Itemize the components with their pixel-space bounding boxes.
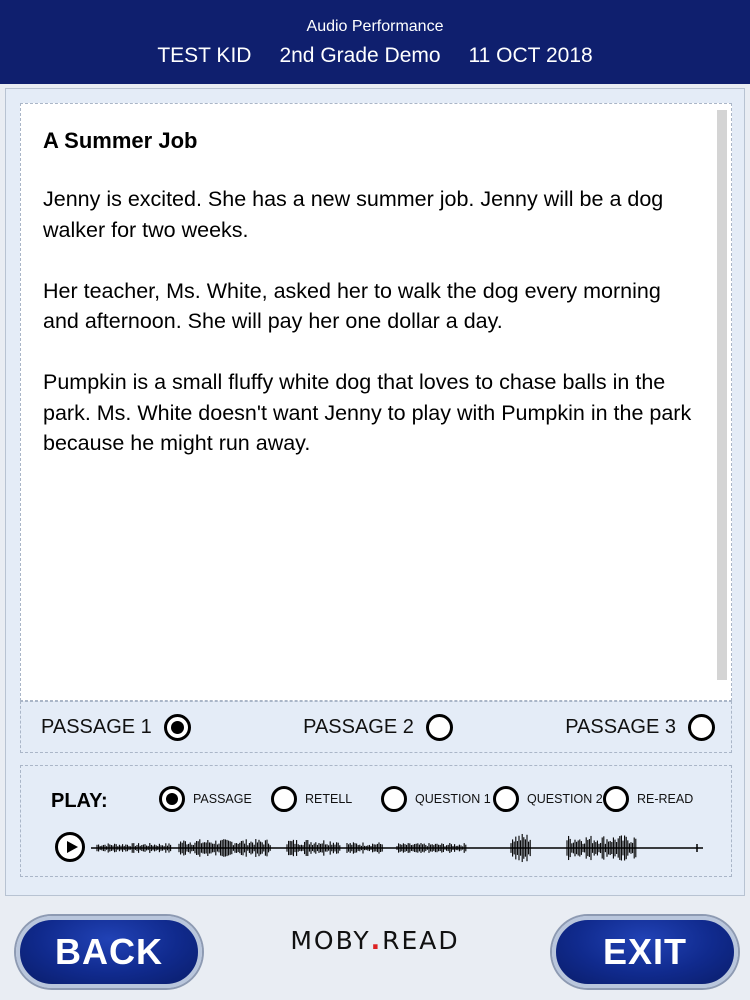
back-button[interactable]: BACK bbox=[16, 916, 202, 988]
play-question-1-radio[interactable] bbox=[381, 786, 407, 812]
play-passage-label: PASSAGE bbox=[193, 792, 252, 806]
audio-player bbox=[55, 830, 715, 866]
student-name: TEST KID bbox=[157, 44, 252, 67]
play-label: PLAY: bbox=[51, 790, 108, 812]
exit-button[interactable]: EXIT bbox=[552, 916, 738, 988]
play-question-2-label: QUESTION 2 bbox=[527, 792, 603, 806]
passage-1-radio[interactable] bbox=[164, 714, 191, 741]
passage-2-radio[interactable] bbox=[426, 714, 453, 741]
play-retell-label: RETELL bbox=[305, 792, 353, 806]
passage-title: A Summer Job bbox=[43, 128, 198, 153]
passage-scrollbar[interactable] bbox=[717, 110, 727, 680]
passage-3-option[interactable] bbox=[565, 714, 715, 741]
play-options bbox=[159, 786, 693, 812]
play-re-read-radio[interactable] bbox=[603, 786, 629, 812]
passage-3-label: PASSAGE 3 bbox=[565, 715, 676, 738]
play-question-2-radio[interactable] bbox=[493, 786, 519, 812]
play-retell-radio[interactable] bbox=[271, 786, 297, 812]
passage-paragraph: Pumpkin is a small fluffy white dog that loves to chase balls in the park. Ms. White doesn't want Jenny to play with Pumpkin in the park because he might run away. bbox=[43, 370, 692, 455]
passage-2-label: PASSAGE 2 bbox=[303, 715, 414, 738]
moby-read-logo: MOBY.READ bbox=[290, 926, 460, 955]
passage-paragraph: Jenny is excited. She has a new summer job. Jenny will be a dog walker for two weeks. bbox=[43, 187, 664, 242]
audio-waveform[interactable] bbox=[91, 830, 707, 866]
passage-text-area[interactable] bbox=[20, 103, 732, 701]
play-section bbox=[20, 765, 732, 877]
play-question-1-label: QUESTION 1 bbox=[415, 792, 491, 806]
session-date: 11 OCT 2018 bbox=[468, 44, 593, 67]
header-info bbox=[0, 44, 750, 68]
passage-body bbox=[43, 184, 699, 489]
main-panel bbox=[5, 88, 745, 896]
header-bar bbox=[0, 0, 750, 84]
play-option-question-1[interactable] bbox=[381, 786, 493, 812]
passage-selector bbox=[20, 701, 732, 753]
passage-1-option[interactable] bbox=[41, 714, 191, 741]
passage-1-label: PASSAGE 1 bbox=[41, 715, 152, 738]
play-re-read-label: RE-READ bbox=[637, 792, 694, 806]
play-option-re-read[interactable] bbox=[603, 786, 693, 812]
grade-label: 2nd Grade Demo bbox=[279, 44, 441, 67]
passage-paragraph: Her teacher, Ms. White, asked her to walk the dog every morning and afternoon. She will pay her one dollar a day. bbox=[43, 278, 661, 333]
passage-2-option[interactable] bbox=[303, 714, 453, 741]
play-option-passage[interactable] bbox=[159, 786, 271, 812]
passage-3-radio[interactable] bbox=[688, 714, 715, 741]
header-subtitle: Audio Performance bbox=[306, 18, 444, 35]
play-option-retell[interactable] bbox=[271, 786, 381, 812]
play-option-question-2[interactable] bbox=[493, 786, 603, 812]
play-icon[interactable] bbox=[55, 832, 85, 862]
play-passage-radio[interactable] bbox=[159, 786, 185, 812]
